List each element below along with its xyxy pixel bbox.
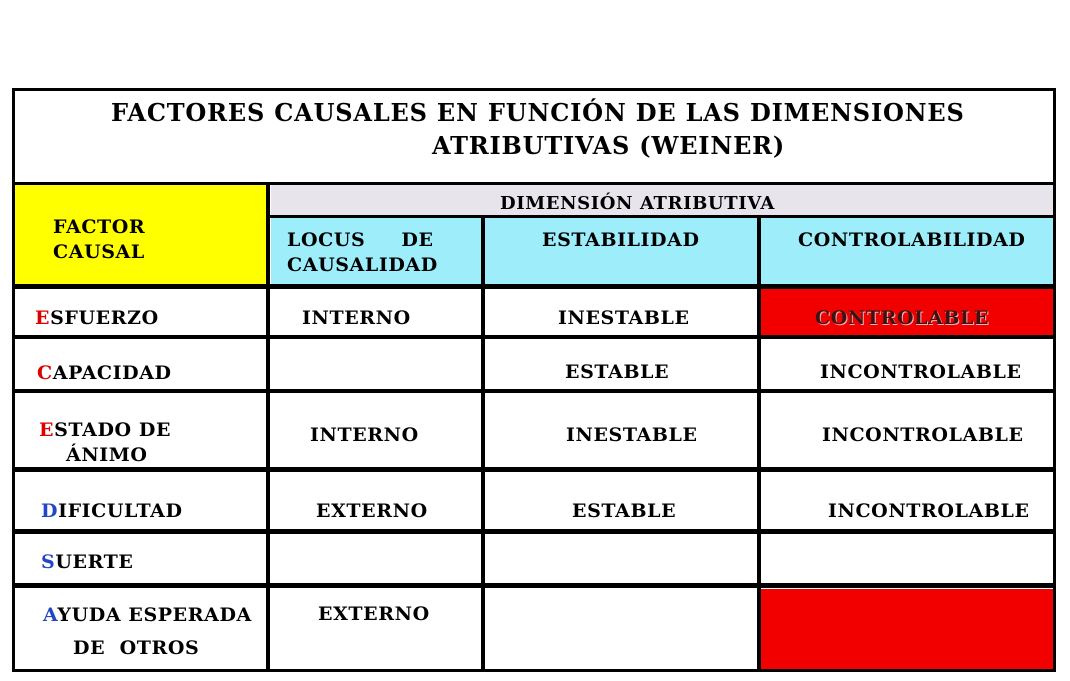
factor-rest: IFICULTAD — [58, 500, 183, 522]
estabilidad-row-2: ESTABLE — [565, 361, 670, 383]
estabilidad-row-4: ESTABLE — [572, 500, 677, 522]
controlabilidad-row-3: INCONTROLABLE — [822, 424, 1024, 446]
factor-header-line-2: CAUSAL — [53, 241, 145, 263]
factor-header-line-1: FACTOR — [53, 216, 146, 238]
rule-under-dimension — [268, 215, 1056, 218]
estabilidad-row-1: INESTABLE — [558, 307, 690, 329]
controlabilidad-row-2: INCONTROLABLE — [820, 361, 1022, 383]
rule-row-2 — [12, 389, 1056, 393]
factor-dificultad — [41, 500, 183, 522]
factor-initial: A — [43, 604, 58, 626]
estabilidad-header-cell — [485, 218, 758, 284]
rule-row-5 — [12, 583, 1056, 588]
rule-row-4 — [12, 529, 1056, 534]
controlabilidad-row-4: INCONTROLABLE — [828, 500, 1030, 522]
factor-capacidad — [37, 362, 172, 384]
locus-row-6: EXTERNO — [318, 603, 430, 625]
factor-esfuerzo — [35, 307, 159, 329]
factor-rest: STADO DE — [54, 419, 172, 441]
factor-estado-de-animo-line-2: ÁNIMO — [66, 444, 148, 466]
rule-under-title — [12, 182, 1056, 185]
ctrl-cell-row-6 — [761, 589, 1053, 669]
rule-col-estabilidad — [757, 215, 761, 672]
factor-initial: E — [39, 419, 55, 441]
factor-rest: YUDA ESPERADA — [57, 604, 252, 626]
estabilidad-header: ESTABILIDAD — [542, 229, 700, 251]
rule-col-factor — [266, 182, 270, 672]
factor-initial: D — [41, 500, 59, 522]
estabilidad-row-3: INESTABLE — [566, 424, 698, 446]
locus-row-3: INTERNO — [310, 424, 419, 446]
factor-rest: APACIDAD — [52, 362, 172, 384]
locus-row-1: INTERNO — [302, 307, 411, 329]
factor-ayuda-esperada — [43, 604, 252, 626]
rule-row-3 — [12, 467, 1056, 472]
title-line-1: FACTORES CAUSALES EN FUNCIÓN DE LAS DIMENSIONES — [111, 98, 965, 127]
factor-ayuda-esperada-line-2: DE OTROS — [73, 637, 200, 659]
locus-header-line-1: LOCUS DE — [287, 229, 434, 251]
factor-initial: E — [35, 307, 51, 329]
factor-initial: C — [37, 362, 53, 384]
title-line-2: ATRIBUTIVAS (WEINER) — [432, 131, 786, 160]
factor-rest: UERTE — [55, 551, 134, 573]
factor-estado-de-animo — [39, 419, 171, 441]
factor-initial: S — [41, 551, 56, 573]
rule-under-header — [12, 284, 1056, 289]
controlabilidad-row-1: CONTROLABLE — [815, 307, 990, 329]
factor-suerte — [41, 551, 133, 573]
rule-row-1 — [12, 335, 1056, 339]
locus-row-4: EXTERNO — [316, 500, 428, 522]
factor-rest: SFUERZO — [50, 307, 159, 329]
controlabilidad-header: CONTROLABILIDAD — [798, 229, 1026, 251]
rule-col-locus — [481, 215, 485, 672]
controlabilidad-header-cell — [761, 218, 1053, 284]
locus-header-line-2: CAUSALIDAD — [287, 254, 438, 276]
dimension-header: DIMENSIÓN ATRIBUTIVA — [500, 193, 775, 214]
